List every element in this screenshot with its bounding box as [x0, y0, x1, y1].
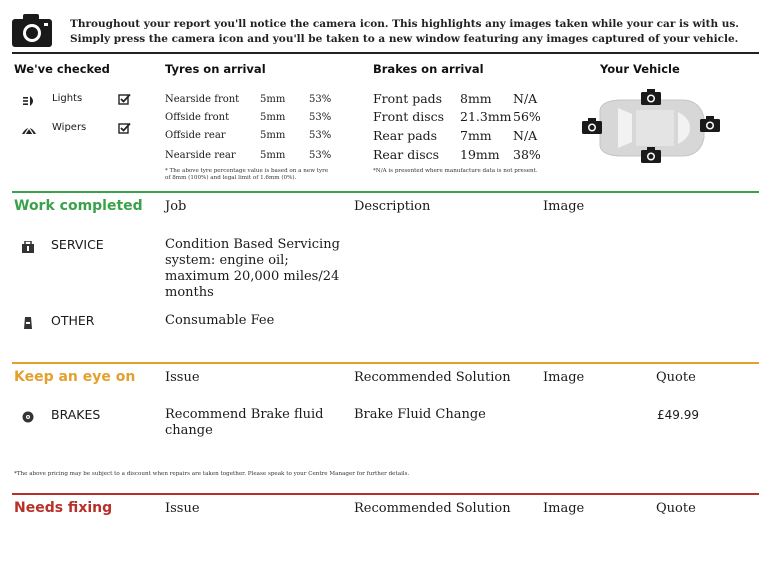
tyre-percent: 53%	[309, 150, 332, 161]
brake-label: Front pads	[373, 91, 443, 106]
column-header-description: Description	[354, 199, 431, 214]
brake-percent: N/A	[513, 128, 538, 143]
tyres-note: * The above tyre percentage value is based on a new tyre of 8mm (100%) and legal limit of 1.6mm (0%).	[165, 168, 329, 181]
column-header-solution: Recommended Solution	[354, 501, 511, 516]
camera-icon[interactable]	[641, 89, 661, 109]
keep-eye-category: BRAKES	[51, 407, 101, 422]
vehicle-title: Your Vehicle	[600, 62, 680, 76]
brake-label: Rear pads	[373, 128, 438, 143]
keep-eye-divider	[12, 362, 759, 364]
tyres-title: Tyres on arrival	[165, 62, 266, 76]
checkbox-checked-icon	[118, 91, 131, 110]
keep-eye-title: Keep an eye on	[14, 369, 136, 385]
tyre-depth: 5mm	[260, 112, 286, 123]
brake-value: 7mm	[460, 128, 492, 143]
brake-percent: 56%	[513, 109, 541, 124]
keep-eye-solution: Brake Fluid Change	[354, 407, 486, 422]
brake-value: 19mm	[460, 147, 500, 162]
column-header-quote: Quote	[656, 501, 696, 516]
work-category: SERVICE	[51, 237, 104, 252]
brake-value: 21.3mm	[460, 109, 512, 124]
work-job: Condition Based Servicing system: engine oil; maximum 20,000 miles/24 months	[165, 237, 340, 300]
work-completed-title: Work completed	[14, 198, 143, 214]
brake-percent: N/A	[513, 91, 538, 106]
column-header-job: Job	[165, 199, 187, 214]
brake-percent: 38%	[513, 147, 541, 162]
service-icon	[22, 238, 34, 257]
wiper-icon	[21, 121, 37, 140]
keep-eye-issue: Recommend Brake fluid change	[165, 407, 324, 438]
brake-disc-icon	[22, 408, 34, 427]
keep-eye-quote: £49.99	[657, 408, 699, 422]
tyre-depth: 5mm	[260, 94, 286, 105]
brakes-note: *N/A is presented where manufacture data is not present.	[373, 168, 538, 174]
column-header-quote: Quote	[656, 370, 696, 385]
needs-fixing-divider	[12, 493, 759, 495]
brake-label: Front discs	[373, 109, 445, 124]
column-header-solution: Recommended Solution	[354, 370, 511, 385]
needs-fixing-title: Needs fixing	[14, 500, 113, 516]
tyre-label: Nearside front	[165, 94, 240, 105]
checked-item-lights: Lights	[52, 93, 83, 104]
camera-icon[interactable]	[12, 13, 52, 47]
tyre-label: Offside front	[165, 112, 230, 123]
camera-icon[interactable]	[641, 147, 661, 167]
tyre-depth: 5mm	[260, 130, 286, 141]
intro-text: Throughout your report you'll notice the camera icon. This highlights any images taken while your car is with us. Simply press the camera icon and you'll be taken to a new window featuring any images captured of your vehicle.	[70, 18, 739, 45]
tyre-percent: 53%	[309, 130, 332, 141]
column-header-issue: Issue	[165, 370, 200, 385]
tyre-percent: 53%	[309, 94, 332, 105]
brake-label: Rear discs	[373, 147, 440, 162]
other-icon	[22, 314, 34, 333]
checkbox-checked-icon	[118, 120, 131, 139]
headlight-icon	[22, 92, 36, 111]
camera-icon[interactable]	[700, 116, 720, 136]
tyre-percent: 53%	[309, 112, 332, 123]
checked-title: We've checked	[14, 62, 110, 76]
work-category: OTHER	[51, 313, 95, 328]
tyre-label: Offside rear	[165, 130, 226, 141]
work-completed-divider	[12, 191, 759, 193]
header-divider	[12, 52, 759, 54]
column-header-issue: Issue	[165, 501, 200, 516]
tyre-label: Nearside rear	[165, 150, 236, 161]
brake-value: 8mm	[460, 91, 492, 106]
tyre-depth: 5mm	[260, 150, 286, 161]
column-header-image: Image	[543, 370, 585, 385]
brakes-title: Brakes on arrival	[373, 62, 484, 76]
work-job: Consumable Fee	[165, 313, 275, 328]
column-header-image: Image	[543, 199, 585, 214]
pricing-note: *The above pricing may be subject to a discount when repairs are taken together. Please speak to your Centre Manager for further details.	[14, 471, 410, 477]
column-header-image: Image	[543, 501, 585, 516]
checked-item-wipers: Wipers	[52, 122, 87, 133]
camera-icon[interactable]	[582, 118, 602, 138]
